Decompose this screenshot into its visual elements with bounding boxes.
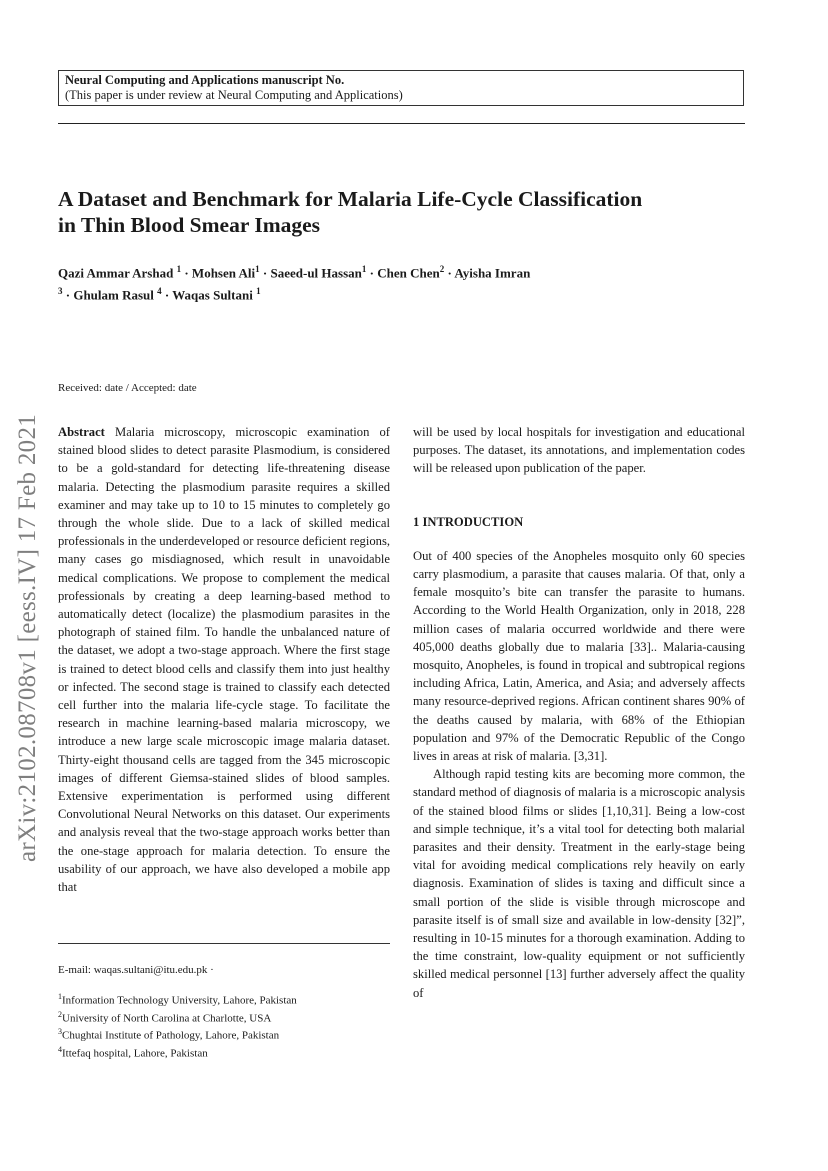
author-affil-mark: 3	[58, 286, 63, 297]
affil-text: Information Technology University, Lahore, Pakistan	[62, 994, 297, 1007]
arxiv-identifier: arXiv:2102.08708v1 [eess.IV] 17 Feb 2021	[14, 413, 41, 862]
abstract-label: Abstract	[58, 425, 105, 439]
journal-header-box	[58, 70, 744, 106]
author-affil-mark: 1	[255, 264, 260, 274]
author-affil-mark: 2	[439, 264, 445, 274]
review-note: (This paper is under review at Neural Computing and Applications)	[65, 88, 403, 102]
section-heading: 1 INTRODUCTION	[413, 514, 524, 529]
abstract-text: Malaria microscopy, microscopic examination of stained blood slides to detect parasite Plasmodium, is considered to be a gold-standard for detecting life-threatening disease malaria. Detecting the plasmodium parasite requires a skilled examiner and may take up to 10 to 15 minutes to completely go through the whole slide. Due to a lack of skilled medical professionals in the underdeveloped or resource deficient regions, many cases go misdiagnosed, which result in unavoidable medical complications. We propose to complement the medical professionals by creating a deep learning-based method to automatically detect (localize) the plasmodium parasites in the photograph of stained film. To handle the unbalanced nature of the dataset, we adopt a two-stage approach. Where the first stage is trained to detect blood cells and classify them into just healthy or infected. The second stage is trained to classify each detected cell further into the malaria life-cycle stage. To facilitate the research in machine learning-based malaria microscopy, we introduce a new large scale microscopic image malaria dataset. Thirty-eight thousand cells are tagged from the 345 microscopic images of different Giemsa-stained slides of blood samples. Extensive experimentation is performed using different Convolutional Neural Networks on this dataset. Our experiments and analysis reveal that the two-stage approach works better than the one-stage approach for malaria detection. To ensure the usability of our approach, we have also developed a mobile app that	[58, 425, 390, 895]
intro-paragraph-1: Out of 400 species of the Anopheles mosquito only 60 species carry plasmodium, a parasite that causes malaria. Of that, only a female mosquito’s bite can transfer the parasite to humans. According to the World Health Organization, only in 2018, 228 million cases of malaria occurred worldwide and there were 405,000 deaths globally due to malaria [33].. Malaria-causing mosquito, Anopheles, is found in tropical and subtropical regions including Africa, Latin, America, and Asia; and adversely affects many resource-deprived regions. African continent shares 90% of the deaths caused by malaria, with 68% of the Ethiopian population and 97% of the Democratic Republic of the Congo lives in areas at risk of malaria. [3,31].	[413, 548, 745, 764]
author: Chen Chen	[377, 265, 440, 281]
affiliation-list	[58, 990, 297, 1061]
affiliation-item	[58, 990, 297, 1008]
author: Ayisha Imran	[454, 265, 531, 281]
affiliation-item	[58, 1008, 297, 1026]
author-list: Qazi Ammar Arshad $^1$ · Mohsen Ali$^1$ · Saeed-ul Hassan$^1$ · Chen Chen$^2$ · Ayisha Imran $^3$ · Ghulam Rasul $^4$ · Waqas Sultani $^1$	[58, 264, 531, 303]
affil-text: Ittefaq hospital, Lahore, Pakistan	[62, 1047, 208, 1060]
journal-name: Neural Computing and Applications manuscript No.	[65, 73, 345, 87]
author: Qazi Ammar Arshad	[58, 265, 174, 281]
affil-text: Chughtai Institute of Pathology, Lahore, Pakistan	[62, 1029, 280, 1042]
author-affil-mark: 1	[361, 264, 367, 274]
author-affil-mark: 1	[176, 264, 182, 274]
intro-paragraph-2: Although rapid testing kits are becoming more common, the standard method of diagnosis of malaria is a microscopic analysis of the stained blood films or slides [1,10,31]. Being a low-cost and simple technique, it’s a vital tool for detecting both malarial parasites and their density. Treatment in the early-stage being vital for avoiding medical complications rely heavily on early diagnosis. Examination of slides is taxing and difficult since a small portion of the slide is visible through microscope and parasite itself is of small size and available in low-density [32]”, resulting in 10-15 minutes for a thorough examination. Adding to the time constraint, low-quality equipment or not sufficiently skilled medical personnel [13] further adversely affect the quality of	[413, 767, 745, 1000]
author-affil-mark: 1	[256, 286, 261, 297]
abstract-continuation: will be used by local hospitals for investigation and educational purposes. The dataset, its annotations, and implementation codes will be released upon publication of the paper.	[413, 425, 745, 476]
abstract-column	[58, 423, 390, 896]
author: Ghulam Rasul	[73, 287, 154, 303]
author: Saeed-ul Hassan	[270, 265, 362, 281]
affiliation-item	[58, 1025, 297, 1043]
author: Waqas Sultani	[172, 287, 253, 303]
abstract-paragraph	[58, 423, 390, 896]
title-line-1: A Dataset and Benchmark for Malaria Life-Cycle Classification	[58, 187, 643, 211]
affil-text: University of North Carolina at Charlotte, USA	[62, 1012, 272, 1025]
right-column	[413, 423, 745, 1002]
affiliation-item	[58, 1043, 297, 1061]
received-accepted: Received: date / Accepted: date	[58, 382, 197, 394]
paper-title	[58, 186, 758, 238]
contact-email: E-mail: waqas.sultani@itu.edu.pk ·	[58, 964, 214, 976]
title-line-2: in Thin Blood Smear Images	[58, 213, 321, 237]
affil-mark: 2	[58, 1009, 62, 1019]
affil-mark: 4	[58, 1044, 62, 1054]
footnote-rule	[58, 943, 390, 944]
affil-mark: 3	[58, 1027, 62, 1037]
author-affil-mark: 4	[157, 286, 162, 297]
header-rule	[58, 123, 745, 124]
author: Mohsen Ali	[191, 265, 256, 281]
affil-mark: 1	[58, 992, 62, 1001]
